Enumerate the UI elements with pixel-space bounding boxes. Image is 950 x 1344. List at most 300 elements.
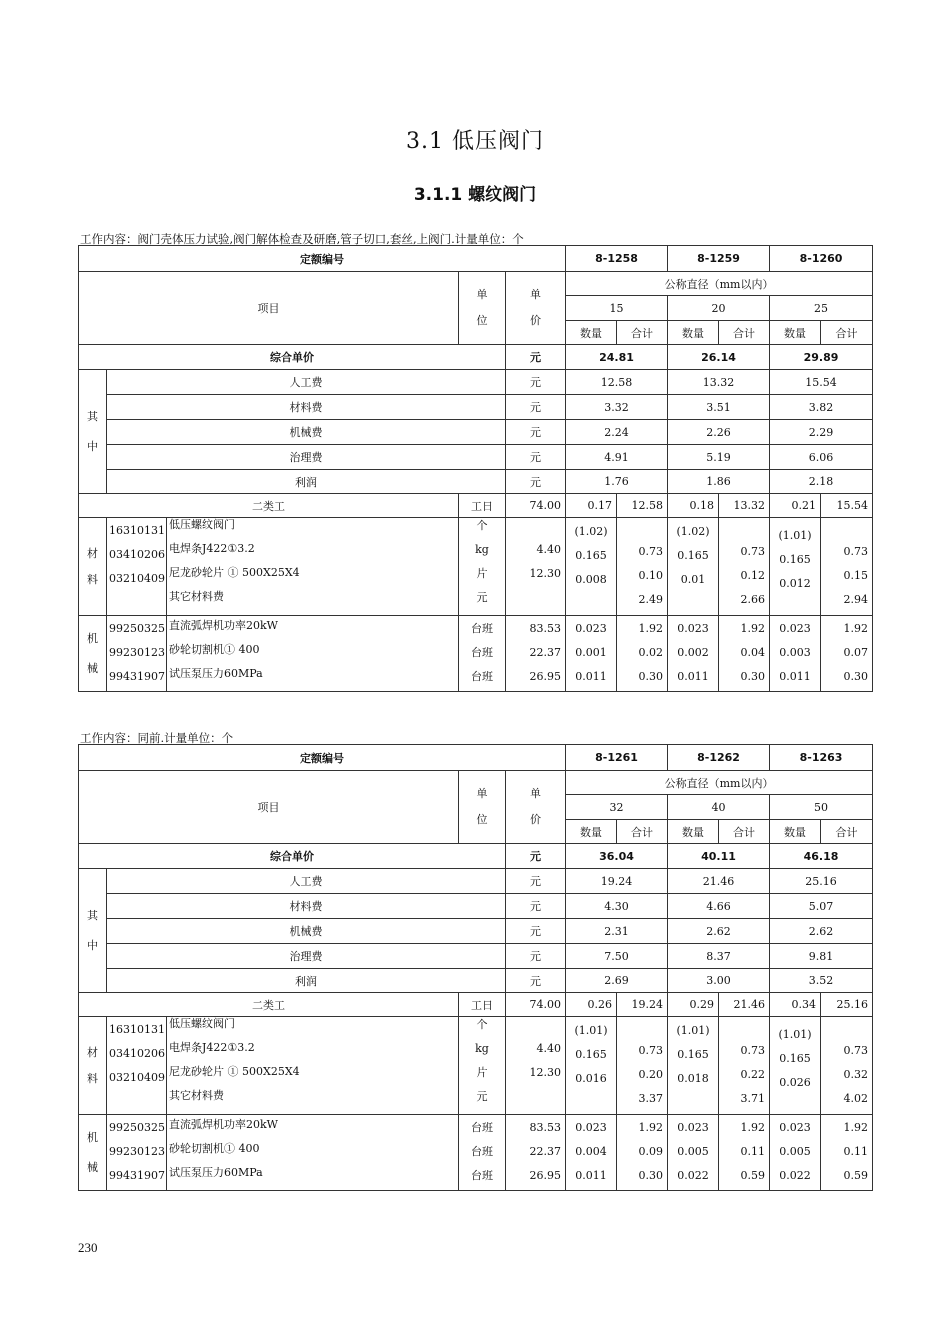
fee-value: 21.46 — [668, 869, 770, 894]
fee-value: 1.86 — [668, 470, 770, 494]
fee-unit: 元 — [506, 969, 566, 993]
machine-price: 26.95 — [529, 1169, 562, 1182]
fee-value: 1.76 — [566, 470, 668, 494]
material-qty: 0.016 — [575, 1072, 607, 1085]
labor-sum: 12.58 — [617, 494, 668, 518]
quota-code: 8-1261 — [566, 745, 668, 771]
material-name: 电焊条J422①3.2 — [169, 1041, 255, 1054]
material-sum: 2.66 — [740, 593, 766, 606]
material-code: 16310131 — [109, 524, 165, 537]
fee-value: 4.66 — [668, 894, 770, 919]
material-sum: 4.02 — [843, 1092, 869, 1105]
materials-label: 材 料 — [79, 1017, 107, 1115]
material-unit: 元 — [476, 591, 488, 604]
machine-sum: 0.59 — [843, 1169, 869, 1182]
machine-prices — [506, 1115, 566, 1191]
fee-unit: 元 — [506, 944, 566, 969]
machine-name: 试压泵压力60MPa — [169, 667, 263, 680]
fee-unit: 元 — [506, 869, 566, 894]
fee-value: 7.50 — [566, 944, 668, 969]
material-qty-col — [668, 1017, 719, 1115]
machine-unit: 台班 — [471, 1121, 493, 1134]
material-qty: (1.01) — [676, 1024, 710, 1037]
qty-header: 数量 — [668, 321, 719, 345]
fee-value: 25.16 — [770, 869, 873, 894]
item-header: 项目 — [79, 272, 459, 345]
fee-row — [79, 969, 873, 993]
material-qty: 0.026 — [779, 1076, 811, 1089]
fee-value: 2.31 — [566, 919, 668, 944]
fee-value: 3.51 — [668, 395, 770, 420]
machine-qty: 0.023 — [677, 622, 709, 635]
machine-unit: 台班 — [471, 1145, 493, 1158]
material-name: 低压螺纹阀门 — [169, 518, 235, 531]
machine-names — [167, 616, 459, 692]
material-name: 低压螺纹阀门 — [169, 1017, 235, 1030]
machine-qty: 0.011 — [677, 670, 709, 683]
comp-price-value: 40.11 — [668, 844, 770, 869]
fee-value: 3.82 — [770, 395, 873, 420]
labor-unit: 工日 — [459, 494, 506, 518]
fee-value: 4.30 — [566, 894, 668, 919]
material-qty: 0.165 — [575, 549, 607, 562]
diameter-value: 32 — [566, 795, 668, 820]
quota-code: 8-1263 — [770, 745, 873, 771]
machine-sum: 0.02 — [638, 646, 664, 659]
labor-row — [79, 993, 873, 1017]
sum-header: 合计 — [617, 321, 668, 345]
material-qty: (1.02) — [574, 525, 608, 538]
material-qty: 0.165 — [575, 1048, 607, 1061]
machine-code: 99431907 — [109, 670, 165, 683]
machines-block — [79, 1115, 873, 1191]
diameter-value: 25 — [770, 296, 873, 321]
sum-header: 合计 — [821, 321, 873, 345]
diameter-value: 40 — [668, 795, 770, 820]
unit-header: 单 位 — [459, 771, 506, 844]
fee-row — [79, 470, 873, 494]
qty-header: 数量 — [566, 321, 617, 345]
labor-qty: 0.26 — [566, 993, 617, 1017]
material-name: 尼龙砂轮片 ① 500X25X4 — [169, 1065, 300, 1078]
machine-code: 99230123 — [109, 1145, 165, 1158]
fee-value: 2.62 — [770, 919, 873, 944]
machine-units — [459, 616, 506, 692]
sum-header: 合计 — [719, 321, 770, 345]
machine-sum: 0.59 — [740, 1169, 766, 1182]
machine-units — [459, 1115, 506, 1191]
material-qty: 0.165 — [677, 1048, 709, 1061]
fee-value: 8.37 — [668, 944, 770, 969]
machine-sum: 0.09 — [638, 1145, 664, 1158]
diameter-value: 50 — [770, 795, 873, 820]
material-code: 03410206 — [109, 1047, 165, 1060]
material-sum-col — [821, 1017, 873, 1115]
material-units — [459, 518, 506, 616]
quota-number-row — [79, 745, 873, 771]
material-sum: 0.22 — [740, 1068, 766, 1081]
material-sum-col — [617, 518, 668, 616]
labor-sum: 21.46 — [719, 993, 770, 1017]
fee-value: 2.18 — [770, 470, 873, 494]
machine-sum: 0.07 — [843, 646, 869, 659]
qty-header: 数量 — [770, 321, 821, 345]
among-label: 其 中 — [79, 370, 107, 494]
work-content-desc-1: 工作内容：阀门壳体压力试验,阀门解体检查及研磨,管子切口,套丝,上阀门.计量单位：个 — [80, 232, 524, 246]
material-price: 12.30 — [529, 1066, 562, 1079]
fee-value: 19.24 — [566, 869, 668, 894]
machine-price: 22.37 — [529, 1145, 562, 1158]
quota-table-2 — [78, 744, 873, 1191]
machine-code: 99431907 — [109, 1169, 165, 1182]
material-sum: 2.94 — [843, 593, 869, 606]
comprehensive-price-row — [79, 345, 873, 370]
comp-price-unit: 元 — [506, 844, 566, 869]
fee-value: 9.81 — [770, 944, 873, 969]
material-sum: 0.15 — [843, 569, 869, 582]
sum-header: 合计 — [617, 820, 668, 844]
machine-sum-col — [719, 616, 770, 692]
fee-unit: 元 — [506, 470, 566, 494]
fee-value: 6.06 — [770, 445, 873, 470]
material-qty-col — [770, 518, 821, 616]
fee-row — [79, 919, 873, 944]
material-sum: 0.12 — [740, 569, 766, 582]
machine-qty: 0.023 — [779, 1121, 811, 1134]
materials-block — [79, 1017, 873, 1115]
diameter-header: 公称直径（mm以内） — [566, 272, 873, 296]
fee-value: 2.69 — [566, 969, 668, 993]
fee-row — [79, 420, 873, 445]
fee-value: 4.91 — [566, 445, 668, 470]
sum-header: 合计 — [719, 820, 770, 844]
qty-header: 数量 — [770, 820, 821, 844]
labor-sum: 13.32 — [719, 494, 770, 518]
material-unit: 片 — [476, 567, 488, 580]
machine-prices — [506, 616, 566, 692]
material-qty: 0.165 — [779, 1052, 811, 1065]
price-header: 单 价 — [506, 272, 566, 345]
labor-qty: 0.34 — [770, 993, 821, 1017]
material-sum-col — [719, 518, 770, 616]
price-header: 单 价 — [506, 771, 566, 844]
comp-price-value: 29.89 — [770, 345, 873, 370]
quota-code: 8-1262 — [668, 745, 770, 771]
item-header: 项目 — [79, 771, 459, 844]
machine-qty-col — [770, 1115, 821, 1191]
fee-label: 人工费 — [107, 869, 506, 894]
fee-unit: 元 — [506, 919, 566, 944]
material-name: 尼龙砂轮片 ① 500X25X4 — [169, 566, 300, 579]
machine-codes — [107, 1115, 167, 1191]
machine-qty: 0.004 — [575, 1145, 607, 1158]
machine-sum-col — [821, 616, 873, 692]
material-sum-col — [719, 1017, 770, 1115]
machine-sum: 0.04 — [740, 646, 766, 659]
material-sum: 0.20 — [638, 1068, 664, 1081]
fee-value: 2.26 — [668, 420, 770, 445]
qty-header: 数量 — [668, 820, 719, 844]
qty-header: 数量 — [566, 820, 617, 844]
material-qty-col — [770, 1017, 821, 1115]
material-names — [167, 518, 459, 616]
material-code: 16310131 — [109, 1023, 165, 1036]
quota-number-label: 定额编号 — [79, 246, 566, 272]
machine-qty: 0.023 — [779, 622, 811, 635]
machine-sum: 0.30 — [638, 670, 664, 683]
comp-price-value: 24.81 — [566, 345, 668, 370]
comp-price-label: 综合单价 — [79, 345, 506, 370]
material-names — [167, 1017, 459, 1115]
machine-sum: 0.30 — [638, 1169, 664, 1182]
material-qty: 0.01 — [680, 573, 706, 586]
material-sum-col — [821, 518, 873, 616]
diameter-header: 公称直径（mm以内） — [566, 771, 873, 795]
machine-code: 99250325 — [109, 622, 165, 635]
material-unit: 个 — [476, 519, 488, 532]
machine-sum-col — [617, 1115, 668, 1191]
labor-qty: 0.17 — [566, 494, 617, 518]
fee-label: 治理费 — [107, 944, 506, 969]
unit-header: 单 位 — [459, 272, 506, 345]
machine-sum: 0.30 — [843, 670, 869, 683]
material-unit: kg — [475, 1042, 489, 1055]
labor-qty: 0.29 — [668, 993, 719, 1017]
material-qty: 0.008 — [575, 573, 607, 586]
machine-qty: 0.001 — [575, 646, 607, 659]
fee-label: 人工费 — [107, 370, 506, 395]
fee-value: 2.62 — [668, 919, 770, 944]
labor-sum: 19.24 — [617, 993, 668, 1017]
among-label: 其 中 — [79, 869, 107, 993]
material-sum: 0.73 — [638, 1044, 664, 1057]
labor-price: 74.00 — [506, 494, 566, 518]
material-sum: 0.73 — [638, 545, 664, 558]
fee-row — [79, 894, 873, 919]
machine-qty-col — [668, 1115, 719, 1191]
material-unit: 片 — [476, 1066, 488, 1079]
fee-value: 5.19 — [668, 445, 770, 470]
material-qty: (1.02) — [676, 525, 710, 538]
machine-qty: 0.002 — [677, 646, 709, 659]
material-unit: kg — [475, 543, 489, 556]
material-sum: 0.73 — [843, 1044, 869, 1057]
machines-label: 机 械 — [79, 616, 107, 692]
fee-unit: 元 — [506, 370, 566, 395]
material-sum: 3.71 — [740, 1092, 766, 1105]
labor-qty: 0.18 — [668, 494, 719, 518]
material-price — [510, 518, 561, 539]
comp-price-unit: 元 — [506, 345, 566, 370]
quota-code: 8-1258 — [566, 246, 668, 272]
machine-sum: 0.11 — [843, 1145, 869, 1158]
machine-qty: 0.022 — [779, 1169, 811, 1182]
fee-row — [79, 370, 873, 395]
fee-value: 3.52 — [770, 969, 873, 993]
fee-label: 治理费 — [107, 445, 506, 470]
material-units — [459, 1017, 506, 1115]
material-price: 4.40 — [536, 543, 562, 556]
material-name: 电焊条J422①3.2 — [169, 542, 255, 555]
machines-label: 机 械 — [79, 1115, 107, 1191]
fee-label: 利润 — [107, 470, 506, 494]
quota-code: 8-1260 — [770, 246, 873, 272]
fee-value: 13.32 — [668, 370, 770, 395]
material-prices — [506, 1017, 566, 1115]
fee-label: 机械费 — [107, 420, 506, 445]
fee-value: 15.54 — [770, 370, 873, 395]
machine-sum-col — [617, 616, 668, 692]
machine-sum: 1.92 — [740, 622, 766, 635]
labor-sum: 25.16 — [821, 993, 873, 1017]
material-prices — [506, 518, 566, 616]
machine-name: 砂轮切割机① 400 — [169, 1142, 260, 1155]
material-sum: 3.37 — [638, 1092, 664, 1105]
material-sum: 0.32 — [843, 1068, 869, 1081]
material-sum-col — [617, 1017, 668, 1115]
material-qty: 0.165 — [779, 553, 811, 566]
fee-label: 材料费 — [107, 894, 506, 919]
machine-sum: 1.92 — [638, 622, 664, 635]
sum-header: 合计 — [821, 820, 873, 844]
machine-qty-col — [770, 616, 821, 692]
fee-value: 2.24 — [566, 420, 668, 445]
comp-price-label: 综合单价 — [79, 844, 506, 869]
machine-qty: 0.023 — [575, 622, 607, 635]
material-sum: 0.73 — [740, 545, 766, 558]
material-price: 4.40 — [536, 1042, 562, 1055]
machine-qty: 0.005 — [779, 1145, 811, 1158]
material-sum: 0.10 — [638, 569, 664, 582]
machine-sum-col — [821, 1115, 873, 1191]
material-price — [510, 1085, 561, 1109]
machine-name: 试压泵压力60MPa — [169, 1166, 263, 1179]
material-code: 03210409 — [109, 572, 165, 585]
diameter-value: 20 — [668, 296, 770, 321]
machine-qty-col — [566, 616, 617, 692]
machine-sum: 0.30 — [740, 670, 766, 683]
machine-qty: 0.023 — [677, 1121, 709, 1134]
material-unit: 个 — [476, 1018, 488, 1031]
machine-qty-col — [566, 1115, 617, 1191]
page-number: 230 — [78, 1240, 98, 1255]
labor-unit: 工日 — [459, 993, 506, 1017]
material-name: 其它材料费 — [169, 1089, 224, 1102]
machine-name: 砂轮切割机① 400 — [169, 643, 260, 656]
fee-value: 3.00 — [668, 969, 770, 993]
material-code: 03210409 — [109, 1071, 165, 1084]
machine-unit: 台班 — [471, 646, 493, 659]
machine-price: 26.95 — [529, 670, 562, 683]
material-sum: 0.73 — [843, 545, 869, 558]
fee-row — [79, 445, 873, 470]
comp-price-value: 36.04 — [566, 844, 668, 869]
quota-code: 8-1259 — [668, 246, 770, 272]
machine-unit: 台班 — [471, 622, 493, 635]
machine-price: 22.37 — [529, 646, 562, 659]
labor-label: 二类工 — [79, 993, 459, 1017]
subsection-title: 3.1.1 螺纹阀门 — [413, 185, 537, 205]
machine-sum: 1.92 — [843, 622, 869, 635]
fee-value: 3.32 — [566, 395, 668, 420]
machine-qty: 0.005 — [677, 1145, 709, 1158]
material-qty: 0.018 — [677, 1072, 709, 1085]
comp-price-value: 26.14 — [668, 345, 770, 370]
comp-price-value: 46.18 — [770, 844, 873, 869]
machine-qty: 0.023 — [575, 1121, 607, 1134]
material-qty: (1.01) — [778, 529, 812, 542]
work-content-desc-2: 工作内容：同前.计量单位：个 — [80, 731, 234, 745]
material-qty-col — [566, 1017, 617, 1115]
machines-block — [79, 616, 873, 692]
machine-name: 直流弧焊机功率20kW — [169, 1118, 278, 1131]
material-codes — [107, 518, 167, 616]
fee-label: 利润 — [107, 969, 506, 993]
machine-qty: 0.011 — [575, 670, 607, 683]
machine-qty: 0.011 — [779, 670, 811, 683]
machine-sum: 1.92 — [638, 1121, 664, 1134]
machine-codes — [107, 616, 167, 692]
section-title: 3.1 低压阀门 — [406, 129, 544, 154]
quota-table-1 — [78, 245, 873, 692]
labor-qty: 0.21 — [770, 494, 821, 518]
material-qty: (1.01) — [574, 1024, 608, 1037]
material-name: 其它材料费 — [169, 590, 224, 603]
material-price — [510, 586, 561, 610]
fee-unit: 元 — [506, 420, 566, 445]
machine-qty: 0.003 — [779, 646, 811, 659]
fee-row — [79, 395, 873, 420]
material-sum: 2.49 — [638, 593, 664, 606]
machine-names — [167, 1115, 459, 1191]
material-qty: (1.01) — [778, 1028, 812, 1041]
material-price — [510, 1017, 561, 1038]
labor-sum: 15.54 — [821, 494, 873, 518]
machine-unit: 台班 — [471, 1169, 493, 1182]
materials-label: 材 料 — [79, 518, 107, 616]
machine-qty: 0.011 — [575, 1169, 607, 1182]
fee-row — [79, 944, 873, 969]
fee-unit: 元 — [506, 894, 566, 919]
machine-unit: 台班 — [471, 670, 493, 683]
machine-code: 99250325 — [109, 1121, 165, 1134]
materials-block — [79, 518, 873, 616]
material-code: 03410206 — [109, 548, 165, 561]
fee-value: 5.07 — [770, 894, 873, 919]
quota-number-label: 定额编号 — [79, 745, 566, 771]
machine-qty-col — [668, 616, 719, 692]
labor-price: 74.00 — [506, 993, 566, 1017]
material-codes — [107, 1017, 167, 1115]
machine-sum: 0.11 — [740, 1145, 766, 1158]
machine-code: 99230123 — [109, 646, 165, 659]
machine-sum: 1.92 — [843, 1121, 869, 1134]
material-qty-col — [566, 518, 617, 616]
labor-row — [79, 494, 873, 518]
quota-number-row — [79, 246, 873, 272]
machine-qty: 0.022 — [677, 1169, 709, 1182]
material-unit: 元 — [476, 1090, 488, 1103]
material-qty: 0.012 — [779, 577, 811, 590]
fee-row — [79, 869, 873, 894]
material-sum: 0.73 — [740, 1044, 766, 1057]
machine-sum-col — [719, 1115, 770, 1191]
material-price: 12.30 — [529, 567, 562, 580]
fee-label: 机械费 — [107, 919, 506, 944]
labor-label: 二类工 — [79, 494, 459, 518]
machine-name: 直流弧焊机功率20kW — [169, 619, 278, 632]
material-qty-col — [668, 518, 719, 616]
